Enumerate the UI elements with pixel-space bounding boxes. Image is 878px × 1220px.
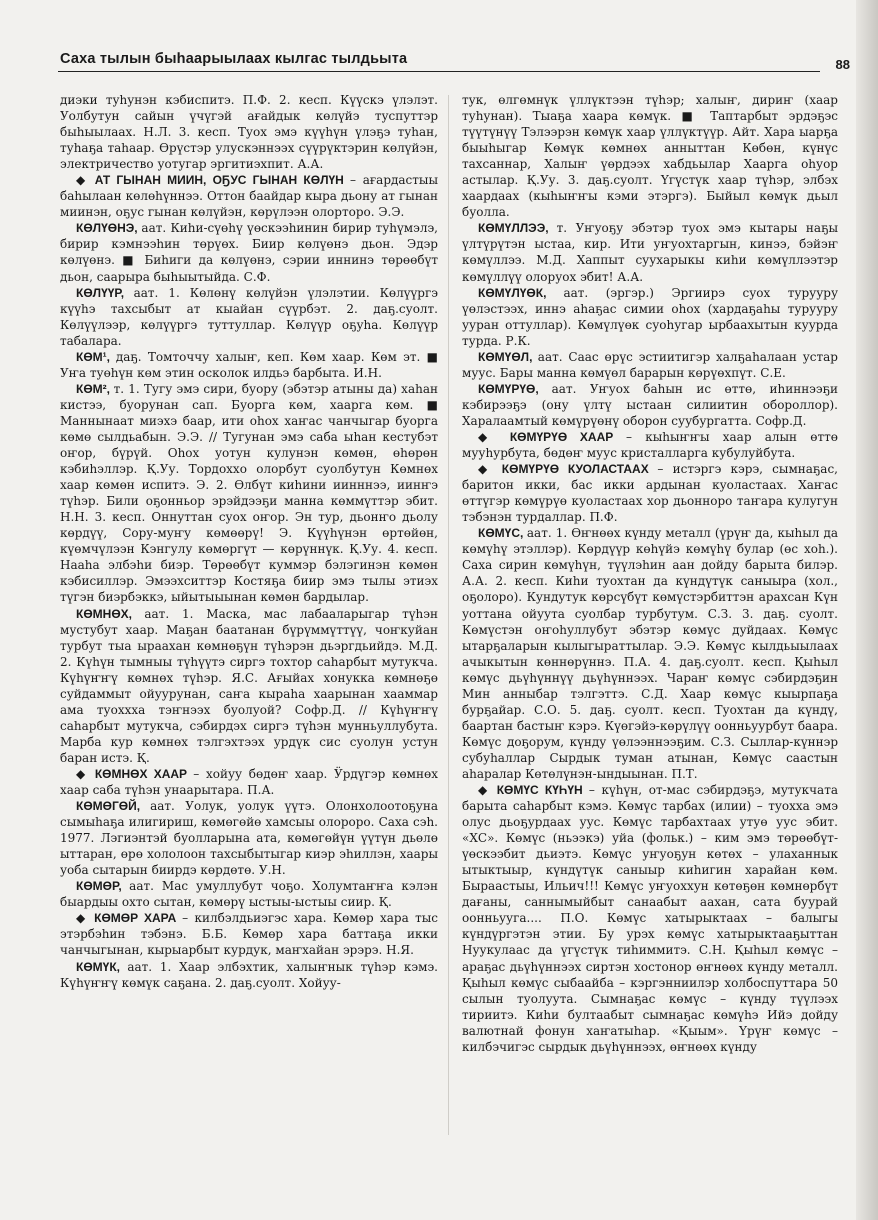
- entry-definition: аат. Саас өрүс эстиитигэр халҕаһалаан устар муус. Бары манна көмүөл барарын көрүөхпүт. С.Е.: [462, 349, 838, 380]
- column-gutter: [448, 95, 449, 1135]
- page-edge-shadow: [856, 0, 878, 1220]
- header-rule: [58, 71, 820, 72]
- entry-definition: т. Уҥуоҕу эбэтэр туох эмэ кытары наҕы үлтүрүтэн ыстаа, кир. Ити уҥуохтаргын, кинээ, бэйэҥ көмүллээ. М.Д. Хаппыт суухарыкы киһи көмүллээтэр көмүллүү олоруох эбит! А.А.: [462, 221, 838, 284]
- entry-headword: КӨМ²,: [76, 381, 114, 396]
- dictionary-entry: [462, 220, 838, 284]
- dictionary-entry: [60, 959, 438, 991]
- idiom-diamond-icon: ◆: [478, 462, 502, 477]
- entry-definition: аат. Уолук, уолук үүтэ. Олонхолоотоҕуна сымыһаҕа илигириш, көмөгөйө хамсыы олороро. Саха сэһ. 1977. Лэгиэнтэй буолларына ата, көмөгөйүн үүтүн дьөлө ыттаран, өрө хололоон тахсыбытыгар киэр эһиллэн, хаары уоба сытарын биирдэ көрдөтө. У.Н.: [60, 799, 438, 878]
- idiom-diamond-icon: ◆: [76, 173, 95, 188]
- entry-headword: КӨМҮК,: [76, 959, 128, 974]
- entry-headword: КӨМНӨХ,: [76, 606, 145, 621]
- entry-definition: аат. Мас умуллубут чоҕо. Холумтаҥҥа кэлэн быардыы охто сытан, көмөрү ыстыы-ыстыы сиир. Қ.: [60, 879, 438, 910]
- entry-definition: т. 1. Тугу эмэ сири, буору (эбэтэр атыны да) хаһан кистээ, буорунан сап. Буорга көм, хаарга көм. ■ Маннынаат миэхэ баар, ити оһох хаҥас чанчыгар буорга көмө сылдьабын. Э.Э. // Тугунан эмэ саба ыһан кестубэт оҥор, бүрүй. Оһох уотун кулунэн көмөн, өһөрөн кэбиһэллэр. Қ.Уу. Тордоххо олорбут суолбутун Көмнөх хаар көмөн испитэ. Э. 2. Өлбүт киһини иинннээ, иинҥэ түһэр. Били оҕонньор эрэйдээҕи манна көммүттэр эбит. Н.Н. 3. кесп. Оннуттан суох оҥор. Эн тур, дьонҥо дьолу көрдүү, Сору-муҥу көмөөрү! Э. Күүһүнэн өртөйөн, күөмчүлээн Кэнгулу көмөргүт — көрүннүк. Қ.Уу. 4. кесп. Нааһа элбэһи биэр. Төрөөбүт куммэр бэлэгинэн көмөн кэбисиллэр. Эмээхситтэр Костяҕа биир эмэ тылы этиэх түгэн биэрбэккэ, ыйытыыынан көмөн бардылар.: [60, 381, 438, 605]
- dictionary-entry: [60, 172, 438, 220]
- dictionary-entry: [60, 349, 438, 381]
- entry-definition: – хойуу бөдөҥ хаар. Ӱрдүгэр көмнөх хаар саба түһэн унаарытара. П.А.: [60, 766, 438, 798]
- dictionary-entry: [60, 798, 438, 878]
- dictionary-entry: [60, 285, 438, 349]
- entry-definition: аат. (эргэр.) Эргиирэ суох турууру үөлэстээх, иннэ аһаҕас симии оһох (хардаҕаһы турууру ууран оттуллар). Көмүлүөк суоһугар ырбаахытын куурда турда. Р.К.: [462, 285, 839, 348]
- dictionary-entry: [462, 461, 838, 525]
- entry-definition: – килбэлдьиэгэс хара. Көмөр хара тыс этэрбэһин тэбэнэ. Б.Б. Көмөр хара баттаҕа икки чанчыгынан, кырыарбыт курдук, маҥхайан эрэрэ. Н.Я.: [60, 911, 439, 958]
- entry-definition: аат. 1. Маска, мас лабааларыгар түһэн мустубут хаар. Маҕан баатанан бүрүммүттүү, чоҥкуйан турбут тыа ыраахан көмнөҕүн түһэрэн дьэргдьийдэ. М.Д. 2. Күһүн тымныы түһүүтэ сиргэ тохтор саһарбыт мутукча. Күһүҥҥү көмнөх түһэр. Я.С. Ағыйах хонукка көмнөҕө суйдаммыт ойуурунан, саҥа кыраһа хаарынан хааммар ама туоххха тэҥнээх буолуой? Софр.Д. // Күһүҥҥү саһарбыт мутукча, сэбирдэх сиргэ түһэн мунньуллубута. Марба кур көмнөх тэлгэхтээх урдүк сис суолун устун баран истэ. Қ.: [60, 606, 439, 765]
- dictionary-entry: [462, 525, 838, 782]
- dictionary-entry: [462, 429, 838, 461]
- dictionary-entry: [60, 878, 438, 910]
- dictionary-entry: [60, 381, 438, 606]
- left-column: [60, 92, 438, 991]
- entry-headword: КӨЛҮҮР,: [76, 285, 134, 300]
- page-header: [58, 48, 850, 74]
- entry-headword: КӨМҮРҮӨ,: [478, 381, 552, 396]
- entry-headword: КӨМНӨХ ХААР: [94, 766, 194, 781]
- entry-headword: КӨМҮРҮӨ ХААР: [509, 429, 626, 444]
- dictionary-entry: [60, 606, 438, 766]
- dictionary-entry: [462, 782, 838, 1055]
- entry-headword: КӨМҮРҮӨ КУОЛАСТААХ: [501, 462, 658, 477]
- entry-definition: аат. 1. Өҥнөөх күнду металл (үрүҥ да, кыһыл да көмүһү этэллэр). Көрдүүр көһүйэ көмүһү булар (өс хоһ.). Саха сирин көмүһүн, түүлэһин аан дойду барыта билэр. А.А. 2. кесп. Киһи туохтан да күндүтүк саныыра (хол., оҕолоро). Кундутук көрсүбүт көмүстэрбиттэн арахсан Күн уоттана ойуута суолбар турбутум. С.З. 3. даҕ. суолт. Көмүстэн оҥоһуллубут эбэтэр көмүс дуйдаах. Көмүс ытарҕаларын кылыгыраттылар. Э.Э. Көмүс кылдьыылаах ачыкытын көннөрүннэ. П.А. 4. даҕ.суолт. кесп. Қыһыл көмүс дьүһүннүү дьүһүннээх. Чараҥ көмүс сэбирдэҕин Мин анныбар тэлгэттэ. С.Д. Хаар көмүс кыырпаҕа бурҕайар. С.О. 5. даҕ. суолт. кесп. Туохтан да күндү, баартан бастыҥ кэрэ. Күөгэйэ-көрүлүү оонньуурбут баара. Көмүс доҕорум, күнду үөлээннээҕим. С.З. Сыллар-күннэр субуһаллар Сырдык туман атынан, Көмүс саастын аһаралар Көтөлүнэн-ындыынан. П.Т.: [462, 526, 838, 781]
- idiom-diamond-icon: ◆: [76, 911, 95, 926]
- page-number: 88: [835, 57, 850, 72]
- dictionary-entry: [462, 381, 838, 429]
- idiom-diamond-icon: ◆: [76, 766, 95, 781]
- entry-headword: КӨМӨР,: [76, 879, 130, 894]
- entry-definition: диэки туһунэн кэбиспитэ. П.Ф. 2. кесп. Күүскэ үлэлэт. Уолбутун сайын үчүгэй ағайдык көлүйэ туспуттэр быһыылаах. Н.Л. 3. кесп. Туох эмэ күүһүн үлэҕэ туһан, туһаҕа таһаар. Өрүстэр улускэннээх сүүрүктэрин көлүйэн, электричество уотугар эргитиэхпит. А.А.: [60, 93, 438, 172]
- dictionary-entry: [462, 92, 838, 220]
- entry-definition: аат. Уҥуох баһын ис өттө, иһиннээҕи кэбирээҕэ (ону үлтү ыстаан силиитин обороллор). Харалаамтый көмүрүөнү оборон суубургатта. Софр.Д.: [462, 381, 838, 428]
- entry-headword: КӨМҮС,: [478, 526, 527, 541]
- entry-headword: КӨМӨР ХАРА: [94, 911, 183, 926]
- entry-definition: – ағардастыы баһылаан көлөһүннээ. Оттон баайдар кыра дьону ат гынан миинэн, оҕус гынан көлүйэн, көрүлээн олорторо. Э.Э.: [60, 173, 439, 220]
- entry-definition: – кыһыҥҥы хаар алын өттө мууһурбута, бөдөҥ муус кристалларга кубулуйбута.: [462, 429, 838, 461]
- entry-headword: КӨМҮЛЛЭЭ,: [478, 221, 557, 236]
- entry-headword: КӨМҮС КҮҺҮН: [496, 783, 589, 798]
- dictionary-entry: [60, 910, 438, 958]
- dictionary-entry: [60, 766, 438, 798]
- entry-definition: – күһүн, от-мас сэбирдэҕэ, мутукчата барыта саһарбыт кэмэ. Көмүс тарбах (илии) – туохха эмэ олус дьоҕурдаах уус. Көмүс тарбахтаах утуө уус эбит. «ХС». Көмүс (ньээкэ) уйа (фольк.) – ким эмэ төрөөбүт-үөскээбит дьиэтэ. Көмүс уҥуоҕун көтөх – улаханнык ытыктыыр, күндүтүк саныыр киһигин харайан көм. Быраастыы, Ильич!!! Көмүс уҥуоххун көтөҕөн көмнөрбүт дағаны, саннымыйбыт санаабыт аахан, сата буурай оонньууга.... П.О. Көмүс хатырыктаах – балыгы күндүргэтэн этии. Бу урэх көмүс хатырыктааҕыттан Нуукулаас да үгүстүк тиһиммитэ. С.Н. Қыһыл көмүс – араҕас дьүһүннээх сиртэн хостонор өҥнөөх күнду металл. Қыһыл көмүс сыбаайба – кэргэнниилэр холбоспуттара 50 сылын туолуута. Сымнаҕас көмүс – күнду түүлээх тириитэ. Киһи бултаабыт сымнаҕас көмүһэ Ийэ дойду валютнай фонун хаҥатыһар. «Қыым». Үрүҥ көмүс – килбэчигэс сырдык дьүһүннээх, өҥнөөх күнду: [462, 783, 838, 1054]
- dictionary-entry: [60, 92, 438, 172]
- idiom-diamond-icon: ◆: [478, 429, 510, 444]
- entry-definition: тук, өлгөмнүк үллүктээн түһэр; халыҥ, дириҥ (хаар туһунан). Тыаҕа хаара көмүк. ■ Таптарбыт эрдэҕэс түүтүнүү Тэлээрэн көмүк хаар үллүктүүр. Айт. Хара ыарҕа быыһыгар Көмүк көмнөх анныттан Көбөн, күнүс тахсаннар, Халыҥ үөрдээх хабдьылар Хаарга оһуор астылар. Қ.Уу. 3. даҕ.суолт. Үгүстүк хаар түһэр, элбэх хаардаах (кыһыҥҥы кэми этэргэ). Быйыл көмүк дьыл буолла.: [462, 93, 838, 220]
- running-title: Саха тылын быһаарыылаах кылгас тылдьыта: [60, 51, 408, 67]
- entry-headword: КӨМ¹,: [76, 349, 116, 364]
- entry-definition: аат. 1. Көлөнү көлүйэн үлэлэтии. Көлүүргэ күүһэ тахсыбыт ат кыайан сүүрбэт. 2. даҕ.суолт. Көлүүлээр, көлүүргэ туттуллар. Көлүүр оҕуһа. Көлүүр табалара.: [60, 285, 438, 348]
- entry-headword: КӨМӨГӨЙ,: [76, 799, 151, 814]
- right-column: [462, 92, 838, 1055]
- entry-definition: аат. 1. Хаар элбэхтик, халыҥнык түһэр кэмэ. Күһүҥҥү көмүк саҕана. 2. даҕ.суолт. Хойуу-: [60, 959, 438, 990]
- entry-headword: КӨЛҮӨНЭ,: [76, 221, 142, 236]
- entry-definition: – истэргэ кэрэ, сымнаҕас, баритон икки, бас икки ардынан куоластаах. Хаҥас өттүгэр көмүрүө куоластаах хор дьонноро таҥара кулугун тэбэнэн турдаллар. П.Ф.: [462, 462, 838, 525]
- entry-definition: аат. Киһи-сүөһү үөскээһинин бирир туһүмэлэ, бирир кэмнээһин төрүөх. Биир көлүөнэ дьон. Эдэр көлүөнэ. ■ Биһиги да көлүөнэ, сэрии иннинэ төрөөбүт дьон, саарыра быһыытыйда. С.Ф.: [60, 221, 438, 284]
- entry-definition: даҕ. Томточчу халыҥ, кеп. Көм хаар. Көм эт. ■ Уҥа туөһүн көм этин осколок илдьэ барбыта. И.Н.: [60, 349, 438, 380]
- dictionary-entry: [462, 285, 838, 349]
- idiom-diamond-icon: ◆: [478, 783, 497, 798]
- entry-headword: АТ ГЫНАН МИИН, ОҔУС ГЫНАН КӨЛҮН: [94, 173, 351, 188]
- entry-headword: КӨМҮӨЛ,: [478, 349, 538, 364]
- dictionary-entry: [60, 220, 438, 284]
- entry-headword: КӨМҮЛҮӨК,: [478, 285, 564, 300]
- dictionary-entry: [462, 349, 838, 381]
